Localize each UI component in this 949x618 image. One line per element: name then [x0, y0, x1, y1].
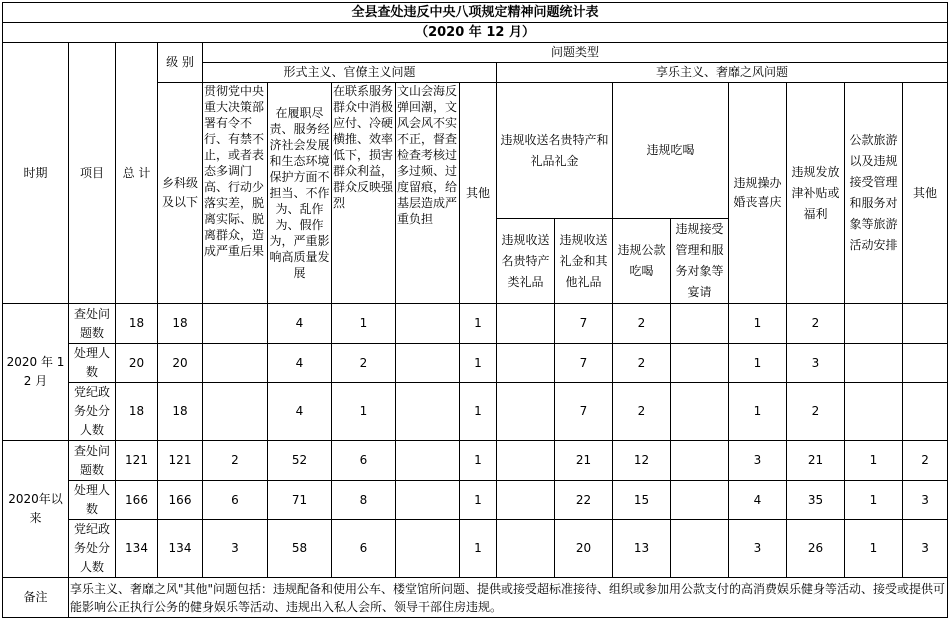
table-row: [3, 344, 948, 383]
table-row: [3, 481, 948, 520]
table-row: [3, 383, 948, 441]
cell-h5: 1: [729, 304, 787, 344]
cell-h-other: 3: [903, 481, 948, 520]
cell-f4: [396, 520, 460, 578]
cell-h4: [671, 520, 729, 578]
cell-h-other: 2: [903, 441, 948, 481]
cell-h5: 4: [729, 481, 787, 520]
cell-total: 18: [116, 304, 158, 344]
cell-f1: 2: [203, 441, 268, 481]
cell-township: 18: [158, 304, 203, 344]
header-h7: 公款旅游以及违规接受管理和服务对象等旅游活动安排: [845, 83, 903, 304]
cell-f-other: 1: [460, 520, 497, 578]
header-hedonism: 享乐主义、奢靡之风问题: [497, 63, 948, 83]
cell-h2: 7: [555, 383, 613, 441]
cell-h3: 15: [613, 481, 671, 520]
cell-f3: 6: [332, 441, 396, 481]
cell-h2: 7: [555, 304, 613, 344]
cell-h-other: [903, 383, 948, 441]
header-level: 级 别: [158, 43, 203, 83]
cell-total: 166: [116, 481, 158, 520]
header-h5: 违规操办婚丧喜庆: [729, 83, 787, 304]
cell-f3: 1: [332, 383, 396, 441]
note-row: [3, 578, 948, 618]
cell-township: 134: [158, 520, 203, 578]
row-item: 处理人数: [69, 344, 116, 383]
cell-h6: 2: [787, 383, 845, 441]
cell-total: 20: [116, 344, 158, 383]
table-subtitle: （2020 年 12 月）: [3, 23, 948, 43]
cell-h7: 1: [845, 441, 903, 481]
header-h-gifts: 违规收送名贵特产和礼品礼金: [497, 83, 613, 219]
cell-f2: 4: [268, 344, 332, 383]
cell-h2: 7: [555, 344, 613, 383]
cell-h3: 2: [613, 304, 671, 344]
cell-h1: [497, 383, 555, 441]
note-label: 备注: [3, 578, 69, 618]
header-item: 项目: [69, 43, 116, 304]
row-item: 处理人数: [69, 481, 116, 520]
cell-h1: [497, 481, 555, 520]
cell-f4: [396, 344, 460, 383]
header-h6: 违规发放津补贴或福利: [787, 83, 845, 304]
cell-f-other: 1: [460, 304, 497, 344]
cell-township: 20: [158, 344, 203, 383]
header-township: 乡科级及以下: [158, 83, 203, 304]
header-formalism: 形式主义、官僚主义问题: [203, 63, 497, 83]
cell-h3: 2: [613, 383, 671, 441]
cell-f1: [203, 383, 268, 441]
cell-f4: [396, 304, 460, 344]
header-h1: 违规收送名贵特产类礼品: [497, 219, 555, 304]
table-row: [3, 304, 948, 344]
cell-f2: 71: [268, 481, 332, 520]
group-period: 2020 年 12 月: [3, 304, 69, 441]
table-row: [3, 441, 948, 481]
header-problem-type: 问题类型: [203, 43, 948, 63]
cell-total: 134: [116, 520, 158, 578]
cell-h4: [671, 383, 729, 441]
cell-township: 166: [158, 481, 203, 520]
cell-h-other: [903, 344, 948, 383]
cell-h-other: 3: [903, 520, 948, 578]
table-title: 全县查处违反中央八项规定精神问题统计表: [3, 3, 948, 23]
cell-h7: [845, 344, 903, 383]
cell-f2: 52: [268, 441, 332, 481]
group-period: 2020年以来: [3, 441, 69, 578]
header-f2: 在履职尽责、服务经济社会发展和生态环境保护方面不担当、不作为、乱作为、假作为，严重影响高质量发展: [268, 83, 332, 304]
statistics-table: [2, 2, 948, 618]
cell-f3: 2: [332, 344, 396, 383]
cell-h5: 3: [729, 441, 787, 481]
cell-h6: 3: [787, 344, 845, 383]
cell-h6: 35: [787, 481, 845, 520]
cell-h4: [671, 481, 729, 520]
cell-h3: 2: [613, 344, 671, 383]
cell-f-other: 1: [460, 441, 497, 481]
cell-f-other: 1: [460, 344, 497, 383]
cell-f-other: 1: [460, 481, 497, 520]
cell-f3: 8: [332, 481, 396, 520]
cell-total: 18: [116, 383, 158, 441]
row-item: 查处问题数: [69, 441, 116, 481]
cell-h6: 21: [787, 441, 845, 481]
header-f1: 贯彻党中央重大决策部署有令不行、有禁不止，或者表态多调门高、行动少落实差，脱离实际、脱离群众，造成严重后果: [203, 83, 268, 304]
cell-h7: 1: [845, 520, 903, 578]
cell-h6: 2: [787, 304, 845, 344]
cell-h7: 1: [845, 481, 903, 520]
cell-f3: 6: [332, 520, 396, 578]
cell-f4: [396, 481, 460, 520]
cell-h7: [845, 383, 903, 441]
header-h3: 违规公款吃喝: [613, 219, 671, 304]
cell-h1: [497, 304, 555, 344]
header-h2: 违规收送礼金和其他礼品: [555, 219, 613, 304]
cell-h5: 3: [729, 520, 787, 578]
cell-total: 121: [116, 441, 158, 481]
cell-h4: [671, 441, 729, 481]
cell-h4: [671, 304, 729, 344]
cell-h2: 21: [555, 441, 613, 481]
note-text: 享乐主义、奢靡之风"其他"问题包括：违规配备和使用公车、楼堂馆所问题、提供或接受超标准接待、组织或参加用公款支付的高消费娱乐健身等活动、接受或提供可能影响公正执行公务的健身娱乐等活动、违规出入私人会所、领导干部住房违规。: [69, 578, 948, 618]
header-period: 时期: [3, 43, 69, 304]
header-f4: 文山会海反弹回潮，文风会风不实不正，督查检查考核过多过频、过度留痕，给基层造成严重负担: [396, 83, 460, 304]
cell-h5: 1: [729, 344, 787, 383]
cell-h2: 22: [555, 481, 613, 520]
cell-f1: [203, 304, 268, 344]
cell-h-other: [903, 304, 948, 344]
cell-f1: 6: [203, 481, 268, 520]
cell-h5: 1: [729, 383, 787, 441]
cell-f1: 3: [203, 520, 268, 578]
cell-f4: [396, 383, 460, 441]
cell-f2: 4: [268, 383, 332, 441]
cell-h3: 13: [613, 520, 671, 578]
cell-h1: [497, 441, 555, 481]
header-total: 总 计: [116, 43, 158, 304]
header-h-other: 其他: [903, 83, 948, 304]
cell-f1: [203, 344, 268, 383]
cell-h3: 12: [613, 441, 671, 481]
header-f3: 在联系服务群众中消极应付、冷硬横推、效率低下，损害群众利益，群众反映强烈: [332, 83, 396, 304]
cell-h1: [497, 344, 555, 383]
cell-h7: [845, 304, 903, 344]
cell-h2: 20: [555, 520, 613, 578]
cell-f-other: 1: [460, 383, 497, 441]
header-h-meals: 违规吃喝: [613, 83, 729, 219]
header-f-other: 其他: [460, 83, 497, 304]
table-row: [3, 520, 948, 578]
cell-f2: 4: [268, 304, 332, 344]
cell-h6: 26: [787, 520, 845, 578]
cell-h1: [497, 520, 555, 578]
cell-h4: [671, 344, 729, 383]
cell-township: 18: [158, 383, 203, 441]
row-item: 党纪政务处分人数: [69, 383, 116, 441]
cell-f3: 1: [332, 304, 396, 344]
cell-f2: 58: [268, 520, 332, 578]
row-item: 党纪政务处分人数: [69, 520, 116, 578]
cell-f4: [396, 441, 460, 481]
header-h4: 违规接受管理和服务对象等宴请: [671, 219, 729, 304]
cell-township: 121: [158, 441, 203, 481]
row-item: 查处问题数: [69, 304, 116, 344]
